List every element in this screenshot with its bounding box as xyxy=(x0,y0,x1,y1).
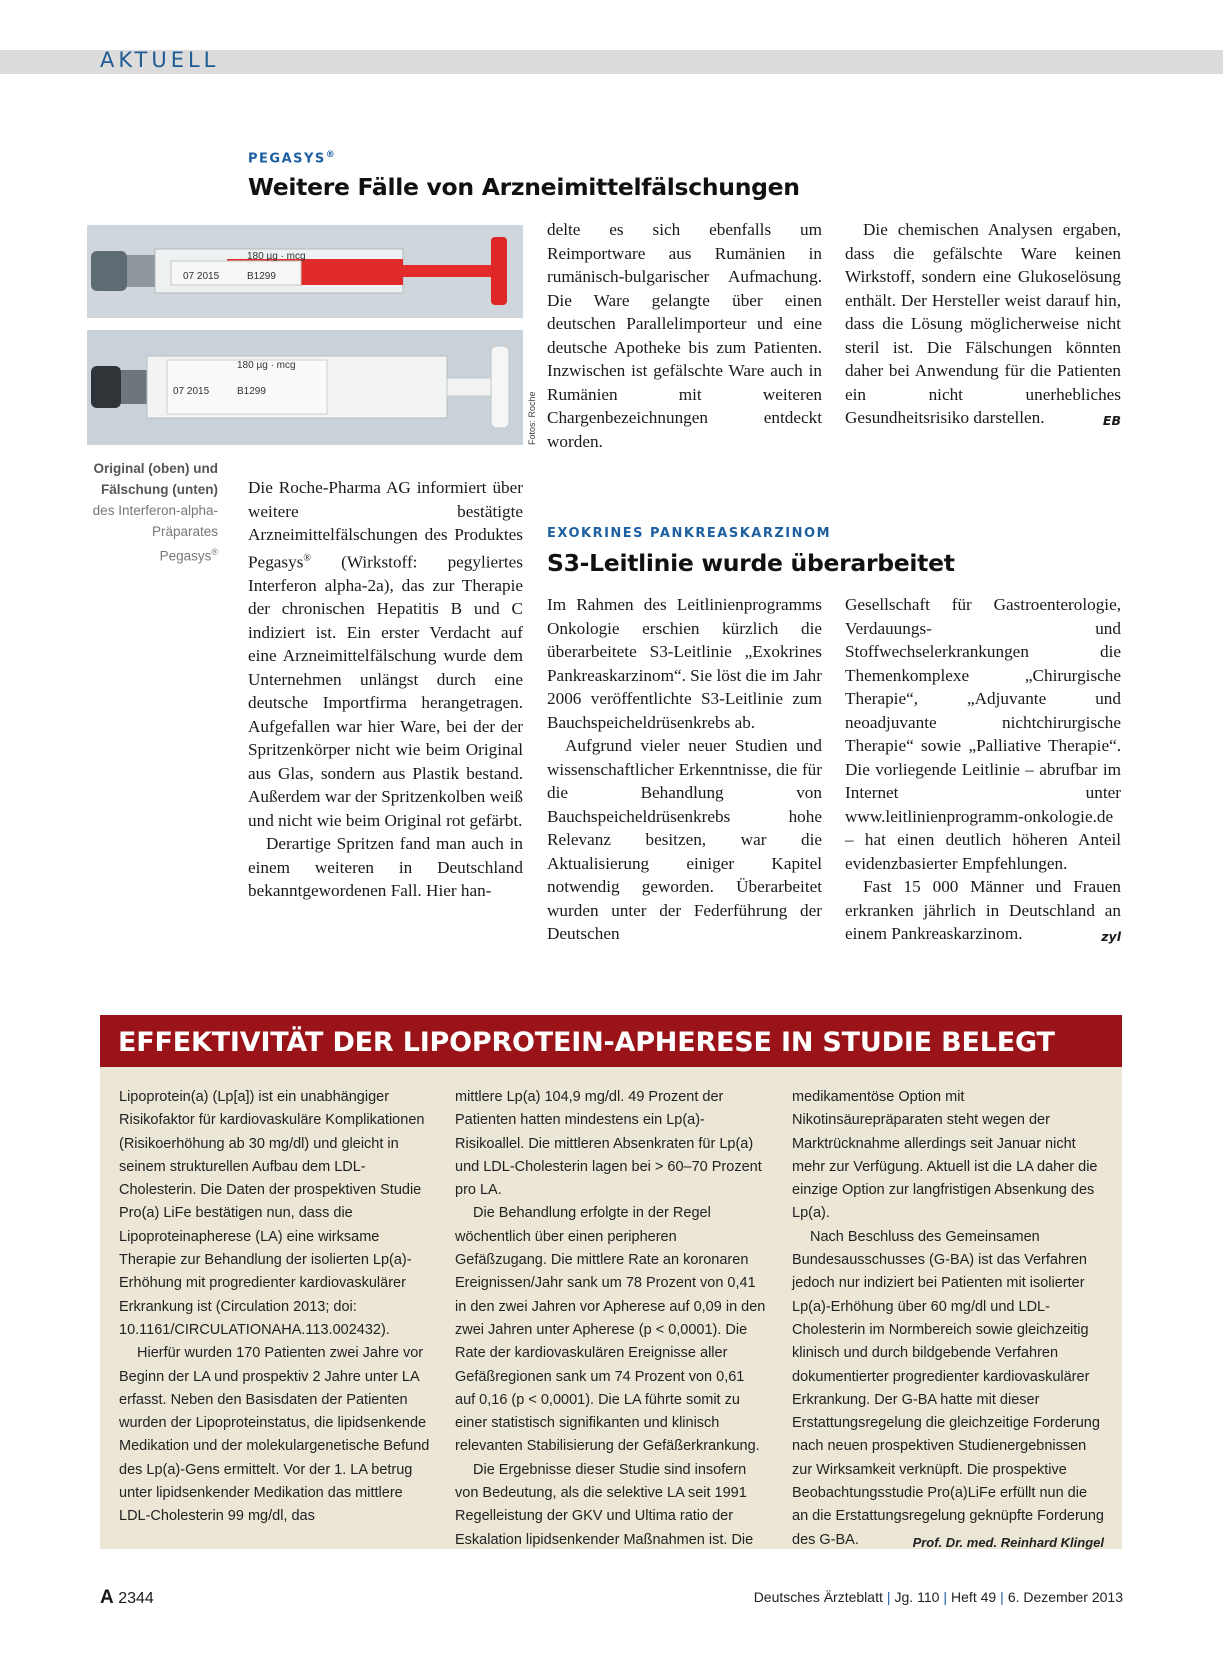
article1-paragraph-2: Derartige Spritzen fand man auch in einem weiteren in Deutschland bekanntgewordenen Fall. Hier han- xyxy=(248,834,523,901)
article1-column-2 xyxy=(547,218,822,453)
syringe-counterfeit-drawing xyxy=(87,330,523,445)
photo2-dose-text: 180 µg · mcg xyxy=(237,360,296,371)
footer-separator: | xyxy=(943,1589,948,1605)
article2-column-2 xyxy=(845,593,1121,949)
article1-column-3-text xyxy=(845,218,1121,430)
section-label: AKTUELL xyxy=(100,48,220,72)
article2-signature: zyl xyxy=(1101,929,1121,944)
photo1-batch-text: B1299 xyxy=(247,271,276,282)
box-author: Prof. Dr. med. Reinhard Klingel xyxy=(912,1534,1104,1550)
caption-bold: Original (oben) und Fälschung (unten) xyxy=(93,461,218,497)
article1-p1-mark: ® xyxy=(303,552,311,564)
article1-signature: EB xyxy=(1102,413,1121,428)
article1-kicker-text: PEGASYS xyxy=(248,151,326,167)
article1-title: Weitere Fälle von Arzneimittelfälschungen xyxy=(248,173,800,201)
article2-paragraph-3: Gesellschaft für Gastroenterologie, Verdauungs- und Stoffwechselerkrankungen die Themenkomplexe „Chirurgische Therapie“, „Adjuvante und neoadjuvante nichtchirurgische Therapie“ sowie „Palliative Therapie“. Die vorliegende Leitlinie – abrufbar im Internet unter www.leitlinienprogramm-onkologie.de – hat einen deutlich höheren Anteil evidenzbasierter Empfehlungen. xyxy=(845,595,1121,873)
photo1-date-text: 07 2015 xyxy=(183,271,220,282)
article2-paragraph-1: Im Rahmen des Leitlinienprogramms Onkologie erschien kürzlich die überarbeitete S3-Leitlinie „Exokrines Pankreaskarzinom“. Sie löst die im Jahr 2006 veröffentlichte S3-Leitlinie zum Bauchspeicheldrüsenkrebs ab. xyxy=(547,595,822,732)
article1-p1-b: (Wirkstoff: pegyliertes Interferon alpha-2a), das zur Therapie der chronischen Hepatitis B und C indiziert ist. Ein erster Verdacht auf eine Arzneimittelfälschung wurde dem Unternehmen unlängst durch eine deutsche Importfirma herangetragen. Aufgefallen war hier Ware, bei der der Spritzenkörper nicht wie beim Original aus Glas, sondern aus Plastik bestand. Außerdem war der Spritzenkolben weiß und nicht wie beim Original rot gefärbt. xyxy=(248,552,523,830)
box-paragraph-1: Lipoprotein(a) (Lp[a]) ist ein unabhängiger Risikofaktor für kardiovaskuläre Komplikationen (Risikoerhöhung ab 30 mg/dl) und gleicht in seinem strukturellen Aufbau dem LDL-Cholesterin. Die Daten der prospektiven Studie Pro(a) LiFe bestätigen nun, dass die Lipoproteinapherese (LA) eine wirksame Therapie zur Behandlung der isolierten Lp(a)-Erhöhung mit progredienter kardiovaskulärer Erkrankung ist (Circulation 2013; doi: 10.1161/CIRCULATIONAHA.113.002432). xyxy=(119,1089,425,1338)
footer-separator: | xyxy=(1000,1589,1004,1605)
box-column-2 xyxy=(455,1086,767,1552)
box-paragraph-7 xyxy=(792,1226,1104,1552)
photo2-date-text: 07 2015 xyxy=(173,386,210,397)
article2-column-1 xyxy=(547,593,822,946)
box-paragraph-5: Die Ergebnisse dieser Studie sind insofern von Bedeutung, als die selektive LA seit 1991 Regelleistung der GKV und Ultima ratio der Eskalation lipidsenkender Maßnahmen ist. Die xyxy=(455,1461,754,1548)
page-number xyxy=(100,1587,154,1609)
box-column-1 xyxy=(119,1086,431,1529)
article1-kicker-mark: ® xyxy=(325,150,337,160)
info-box-title: EFFEKTIVITÄT DER LIPOPROTEIN-APHERESE IN STUDIE BELEGT xyxy=(118,1027,1055,1058)
article2-paragraph-2: Aufgrund vieler neuer Studien und wissenschaftlicher Erkenntnisse, die für die Behandlung von Bauchspeicheldrüsenkrebs hohe Relevanz besitzen, war die Aktualisierung einiger Kapitel notwendig geworden. Überarbeitet wurden unter der Federführung der Deutschen xyxy=(547,736,822,943)
journal-issue: Heft 49 xyxy=(951,1589,997,1605)
article1-paragraph-1 xyxy=(248,476,523,832)
journal-volume: Jg. 110 xyxy=(894,1589,940,1605)
article1-column-3-body: Die chemischen Analysen ergaben, dass die gefälschte Ware keinen Wirkstoff, sondern eine Glukoselösung enthält. Der Hersteller weist darauf hin, dass die Lösung möglicherweise nicht steril ist. Die Fälschungen könnten daher bei Anwendung für die Patienten ein nicht unerhebliches Gesundheitsrisiko darstellen. xyxy=(845,220,1121,427)
footer-separator: | xyxy=(886,1589,891,1605)
box-column-3 xyxy=(792,1086,1104,1554)
article1-column-2-text: delte es sich ebenfalls um Reimportware aus Rumänien in rumänisch-bulgarischer Aufmachung. Die Ware gelangte über einen deutschen Parallelimporteur und eine deutsche Apotheke bis zum Patienten. Inzwischen ist gefälschte Ware auch in Rumänien mit weiteren Chargenbezeichnungen entdeckt worden. xyxy=(547,220,822,451)
box-paragraph-6: medikamentöse Option mit Nikotinsäurepräparaten steht wegen der Marktrücknahme allerdings seit Januar nicht mehr zur Verfügung. Aktuell ist die LA daher die einzige Option zur langfristigen Absenkung des Lp(a). xyxy=(792,1089,1098,1222)
article1-column-3 xyxy=(845,218,1121,433)
photo-caption xyxy=(90,458,218,567)
journal-date: 6. Dezember 2013 xyxy=(1007,1589,1123,1605)
article1-column-1 xyxy=(248,476,523,903)
page-prefix: A xyxy=(100,1587,114,1608)
article1-p1-a: Die Roche-Pharma AG informiert über weitere bestätigte Arzneimittelfälschungen des Produktes Pegasys xyxy=(248,478,523,572)
box-paragraph-3: mittlere Lp(a) 104,9 mg/dl. 49 Prozent der Patienten hatten mindestens ein Lp(a)-Risikoallel. Die mittleren Absenkraten für Lp(a) und LDL-Cholesterin lagen bei > 60–70 Prozent pro LA. xyxy=(455,1089,762,1199)
photo-credit: Fotos: Roche xyxy=(527,391,537,445)
article2-title: S3-Leitlinie wurde überarbeitet xyxy=(547,549,955,577)
journal-name: Deutsches Ärzteblatt xyxy=(753,1589,883,1605)
photo1-dose-text: 180 µg · mcg xyxy=(247,251,306,262)
box-paragraph-2: Hierfür wurden 170 Patienten zwei Jahre vor Beginn der LA und prospektiv 2 Jahre unter LA erfasst. Neben den Basisdaten der Patienten wurden der Lipoproteinstatus, die lipidsenkende Medikation und der molekulargenetische Befund des Lp(a)-Gens ermittelt. Vor der 1. LA betrug unter lipidsenkender Medikation das mittlere LDL-Cholesterin 99 mg/dl, das xyxy=(119,1345,430,1525)
box-paragraph-7-text: Nach Beschluss des Gemeinsamen Bundesausschusses (G-BA) ist das Verfahren jedoch nur indiziert bei Patienten mit isolierter Lp(a)-Erhöhung über 60 mg/dl und LDL-Cholesterin im Normbereich sowie gleichzeitig klinisch und durch bildgebende Verfahren dokumentierter progredienter kardiovaskulärer Erkrankung. Der G-BA hatte mit dieser Erstattungsregelung die gleichzeitige Forderung nach neuen prospektiven Studienergebnissen zur Wirksamkeit verknüpft. Die prospektive Beobachtungsstudie Pro(a)LiFe erfüllt nun die an die Erstattungsregelung geknüpfte Forderung des G-BA. xyxy=(792,1228,1104,1548)
box-paragraph-4: Die Behandlung erfolgte in der Regel wöchentlich über einen peripheren Gefäßzugang. Die mittlere Rate an koronaren Ereignissen/Jahr sank um 78 Prozent von 0,41 in den zwei Jahren vor Apherese auf 0,09 in den zwei Jahren unter Apherese (p < 0,0001). Die Rate der kardiovaskulären Ereignisse aller Gefäßregionen sank um 74 Prozent von 0,61 auf 0,16 (p < 0,0001). Die LA führte somit zu einer statistisch signifikanten und klinisch relevanten Stabilisierung der Gefäßerkrankung. xyxy=(455,1205,766,1455)
article2-paragraph-4 xyxy=(845,875,1121,946)
syringe-original-drawing xyxy=(87,225,523,318)
caption-mark: ® xyxy=(211,547,218,557)
journal-footer xyxy=(754,1589,1123,1605)
photo-original-syringe xyxy=(87,225,523,318)
caption-rest: des Interferon-alpha-Präparates Pegasys xyxy=(92,503,218,564)
photo-counterfeit-syringe xyxy=(87,330,523,445)
article2-paragraph-4-text: Fast 15 000 Männer und Frauen erkranken jährlich in Deutschland an einem Pankreaskarzinom. xyxy=(845,877,1121,943)
article2-kicker: EXOKRINES PANKREASKARZINOM xyxy=(547,526,832,541)
article1-kicker xyxy=(248,150,336,166)
photo2-batch-text: B1299 xyxy=(237,386,266,397)
page-number-value: 2344 xyxy=(118,1590,154,1607)
